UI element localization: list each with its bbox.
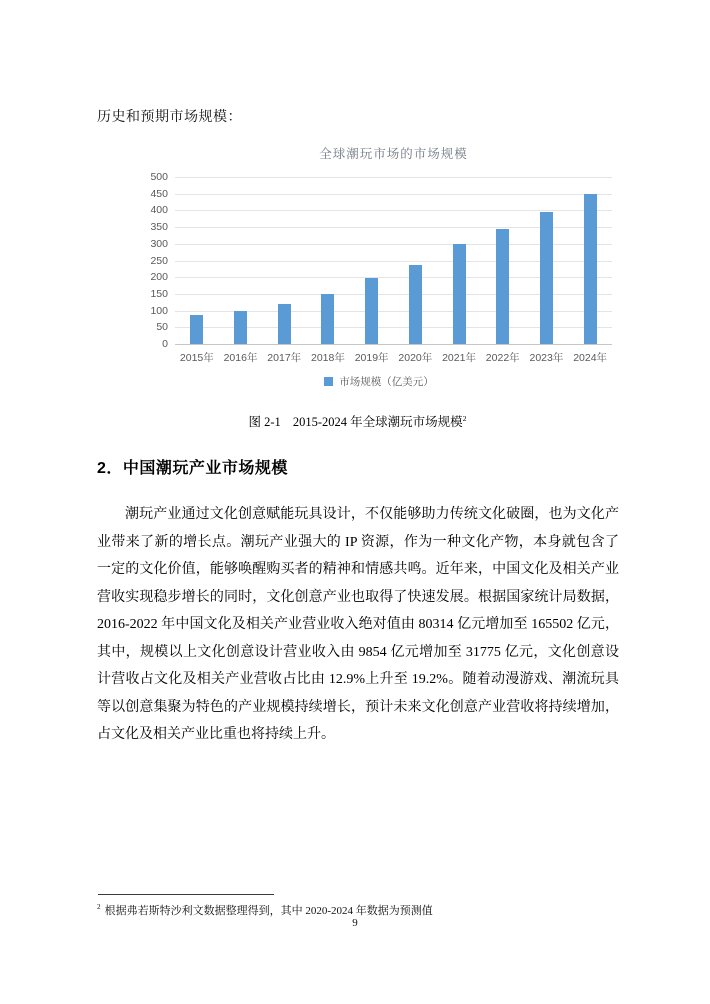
y-axis-tick-label: 250 xyxy=(150,254,168,267)
footnote-divider xyxy=(98,894,274,895)
paragraph-line: 其中，规模以上文化创意设计营业收入由 9854 亿元增加至 31775 亿元，文化创意设 xyxy=(97,644,619,660)
bar xyxy=(234,311,247,344)
paragraph-line: 营收实现稳步增长的同时，文化创意产业也取得了快速发展。根据国家统计局数据， xyxy=(97,589,619,605)
x-axis-tick-label: 2024年 xyxy=(573,352,608,364)
x-axis-tick-label: 2019年 xyxy=(354,352,389,364)
paragraph-line: 2016-2022 年中国文化及相关产业营业收入绝对值由 80314 亿元增加至 165502 亿元， xyxy=(97,617,619,632)
y-axis-tick-label: 150 xyxy=(150,287,168,300)
bar xyxy=(496,229,509,344)
bar xyxy=(365,278,378,344)
x-axis-tick-label: 2016年 xyxy=(223,352,258,364)
paragraph-line: 计营收占文化及相关产业营收占比由 12.9%上升至 19.2%。随着动漫游戏、潮流玩具 xyxy=(97,672,619,687)
footnote xyxy=(97,902,618,918)
figure-caption-title: 2015-2024 年全球潮玩市场规模 xyxy=(292,415,463,429)
paragraph-line: 等以创意集聚为特色的产业规模持续增长，预计未来文化创意产业营收将持续增加， xyxy=(97,699,619,715)
bar-chart xyxy=(140,143,618,395)
y-axis-tick-label: 450 xyxy=(150,187,168,200)
y-axis-tick-label: 400 xyxy=(150,204,168,217)
section-heading: 2．中国潮玩产业市场规模 xyxy=(97,460,288,477)
y-axis-tick-label: 200 xyxy=(150,271,168,284)
chart-title: 全球潮玩市场的市场规模 xyxy=(319,147,468,161)
x-axis-tick-label: 2021年 xyxy=(442,352,476,364)
chart-x-axis-labels xyxy=(175,350,612,364)
footnote-marker: 2 xyxy=(97,903,101,912)
x-axis-tick-label: 2022年 xyxy=(485,352,520,364)
bar xyxy=(278,304,291,344)
chart-plot-area xyxy=(175,177,612,344)
y-axis-tick-label: 50 xyxy=(156,321,168,334)
y-axis-tick-label: 500 xyxy=(150,171,168,183)
legend-swatch-icon xyxy=(324,377,333,386)
bar xyxy=(540,212,553,344)
x-axis-tick-label: 2020年 xyxy=(398,352,433,364)
intro-text: 历史和预期市场规模： xyxy=(97,110,242,125)
y-axis-tick-label: 300 xyxy=(150,237,168,250)
bar xyxy=(453,244,466,344)
x-axis-tick-label: 2023年 xyxy=(529,352,564,364)
footnote-text: 根据弗若斯特沙利文数据整理得到，其中 2020-2024 年数据为预测值 xyxy=(104,905,433,917)
paragraph-line: 业带来了新的增长点。潮玩产业强大的 IP 资源，作为一种文化产物，本身就包含了 xyxy=(97,534,619,550)
y-axis-tick-label: 350 xyxy=(150,221,168,234)
page-number: 9 xyxy=(352,917,358,929)
bar xyxy=(409,265,422,344)
figure-caption xyxy=(97,412,618,430)
gridline xyxy=(175,194,612,195)
footnote-reference: 2 xyxy=(462,413,467,423)
figure-caption-label: 图 2-1 xyxy=(248,415,281,429)
chart-legend xyxy=(140,374,618,389)
paragraph-line: 潮玩产业通过文化创意赋能玩具设计，不仅能够助力传统文化破圈，也为文化产 xyxy=(125,507,619,522)
x-axis-tick-label: 2018年 xyxy=(311,352,345,364)
gridline xyxy=(175,344,612,345)
legend-label: 市场规模（亿美元） xyxy=(339,376,434,388)
paragraph-line: 一定的文化价值，能够唤醒购买者的精神和情感共鸣。近年来，中国文化及相关产业 xyxy=(97,562,619,577)
gridline xyxy=(175,177,612,178)
y-axis-tick-label: 0 xyxy=(162,338,168,350)
x-axis-tick-label: 2017年 xyxy=(267,352,302,364)
bar xyxy=(321,294,334,344)
bar xyxy=(584,194,597,344)
x-axis-tick-label: 2015年 xyxy=(179,352,214,364)
y-axis-tick-label: 100 xyxy=(150,304,168,317)
body-paragraph xyxy=(97,501,619,749)
paragraph-line: 占文化及相关产业比重也将持续上升。 xyxy=(97,727,335,742)
bar xyxy=(190,315,203,344)
